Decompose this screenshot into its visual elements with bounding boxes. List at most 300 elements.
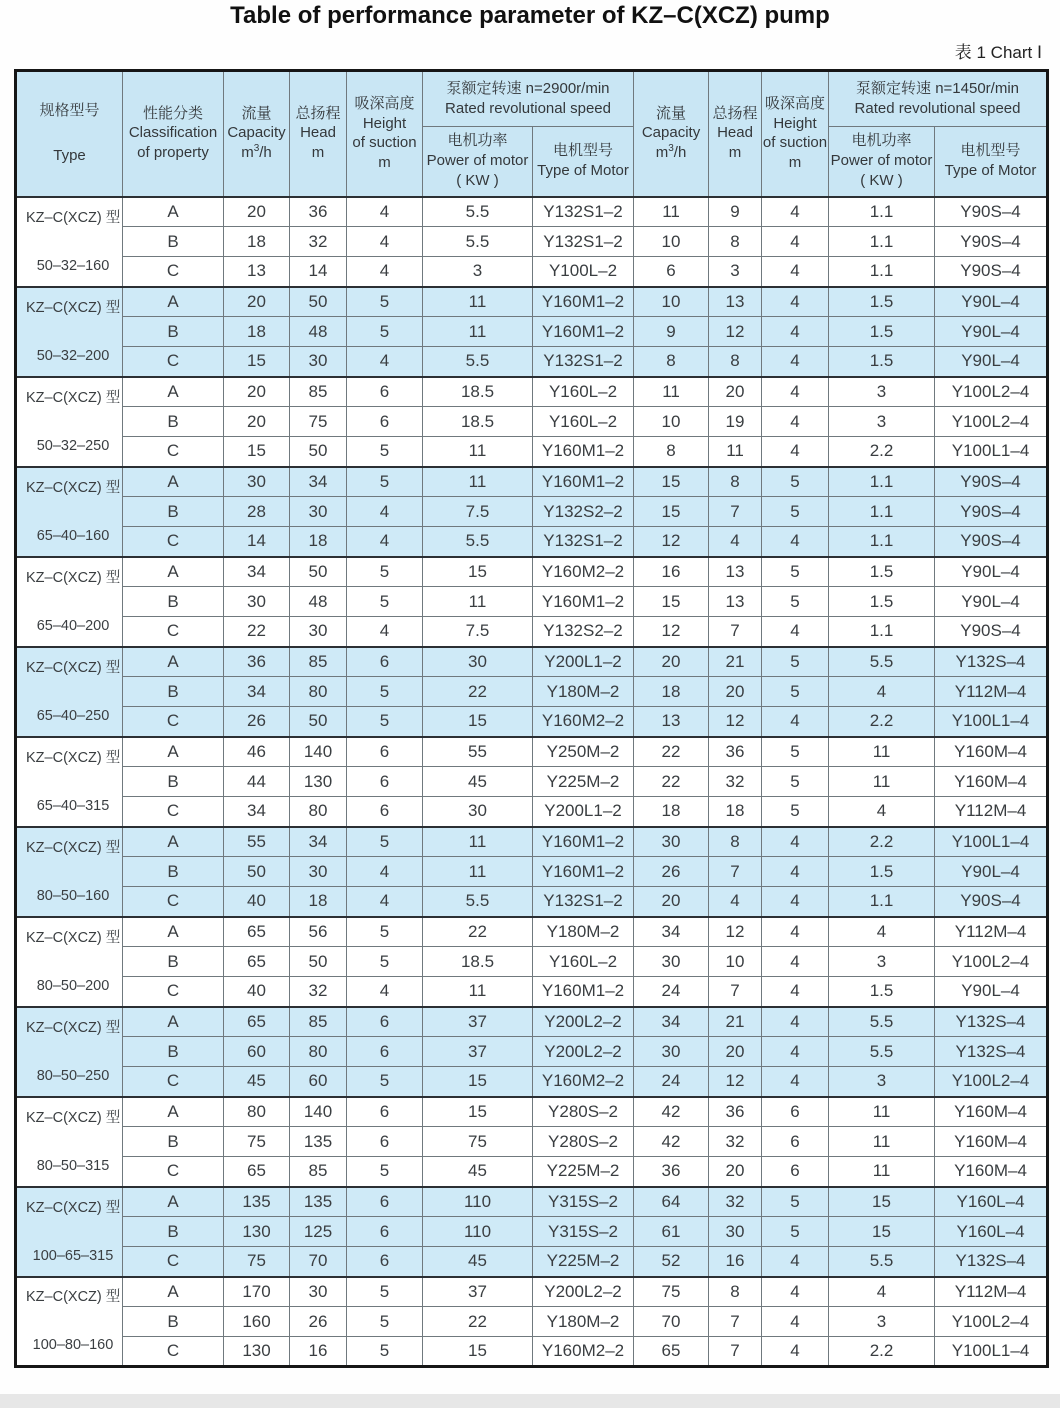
cell-capacity-2900: 18: [224, 317, 290, 347]
cell-head-2900: 125: [290, 1217, 347, 1247]
cell-capacity-2900: 60: [224, 1037, 290, 1067]
cell-suction-1450: 4: [762, 1247, 829, 1277]
cell-suction-2900: 5: [347, 1067, 423, 1097]
power-zh: 电机功率: [447, 132, 508, 150]
cell-motor-1450: Y90L–4: [935, 347, 1048, 377]
pump-model-name: KZ–C(XCZ) 型: [26, 839, 121, 856]
cell-capacity-2900: 130: [224, 1337, 290, 1367]
cell-suction-2900: 5: [347, 1307, 423, 1337]
cell-capacity-2900: 40: [224, 887, 290, 917]
table-row: [16, 977, 1048, 1007]
cell-power-2900: 5.5: [423, 347, 533, 377]
cell-power-2900: 7.5: [423, 617, 533, 647]
cell-head-2900: 30: [290, 857, 347, 887]
cell-capacity-1450: 18: [634, 797, 709, 827]
cell-capacity-1450: 64: [634, 1187, 709, 1217]
cell-suction-2900: 6: [347, 407, 423, 437]
table-row: [16, 677, 1048, 707]
cell-motor-1450: Y132S–4: [935, 1037, 1048, 1067]
table-row: [16, 1337, 1048, 1367]
cell-motor-2900: Y200L1–2: [533, 647, 634, 677]
cell-head-2900: 80: [290, 1037, 347, 1067]
cell-power-1450: 2.2: [829, 707, 935, 737]
cell-motor-2900: Y132S1–2: [533, 227, 634, 257]
cell-motor-2900: Y100L–2: [533, 257, 634, 287]
pump-model-cell: [16, 467, 123, 557]
cell-head-1450: 32: [709, 1127, 762, 1157]
cell-classification: A: [123, 647, 224, 677]
cell-power-2900: 110: [423, 1187, 533, 1217]
cell-power-2900: 15: [423, 557, 533, 587]
cell-capacity-1450: 10: [634, 227, 709, 257]
cell-suction-1450: 5: [762, 1217, 829, 1247]
cell-power-1450: 3: [829, 1307, 935, 1337]
cell-capacity-1450: 70: [634, 1307, 709, 1337]
cell-head-1450: 12: [709, 917, 762, 947]
cell-suction-2900: 6: [347, 1217, 423, 1247]
table-row: [16, 1097, 1048, 1127]
head-zh: 总扬程: [295, 104, 341, 122]
col-header-classification-en1: Classification: [128, 124, 218, 142]
cell-power-2900: 11: [423, 587, 533, 617]
cell-head-2900: 30: [290, 617, 347, 647]
cell-capacity-2900: 65: [224, 917, 290, 947]
cell-motor-2900: Y160M2–2: [533, 707, 634, 737]
cell-power-1450: 2.2: [829, 437, 935, 467]
table-row: [16, 1067, 1048, 1097]
cell-motor-2900: Y200L2–2: [533, 1037, 634, 1067]
cell-suction-1450: 4: [762, 407, 829, 437]
cell-power-2900: 18.5: [423, 377, 533, 407]
head-zh: 总扬程: [712, 104, 758, 122]
cell-suction-2900: 6: [347, 377, 423, 407]
col-header-head-2900: [290, 71, 347, 197]
cell-capacity-1450: 15: [634, 587, 709, 617]
cell-head-2900: 48: [290, 317, 347, 347]
cell-suction-2900: 6: [347, 797, 423, 827]
cell-suction-1450: 5: [762, 737, 829, 767]
cell-head-2900: 30: [290, 1277, 347, 1307]
cell-power-1450: 4: [829, 917, 935, 947]
cell-capacity-2900: 30: [224, 467, 290, 497]
pump-model-cell: [16, 197, 123, 287]
pump-model-name: KZ–C(XCZ) 型: [26, 749, 121, 766]
cell-classification: A: [123, 287, 224, 317]
cell-suction-1450: 4: [762, 827, 829, 857]
cell-power-2900: 30: [423, 797, 533, 827]
cell-suction-1450: 4: [762, 1277, 829, 1307]
cell-power-1450: 1.1: [829, 227, 935, 257]
cell-motor-2900: Y250M–2: [533, 737, 634, 767]
cell-suction-1450: 4: [762, 1067, 829, 1097]
col-header-suction-2900: [347, 71, 423, 197]
table-row: [16, 407, 1048, 437]
cell-capacity-1450: 13: [634, 707, 709, 737]
cell-suction-2900: 5: [347, 947, 423, 977]
cell-power-2900: 11: [423, 467, 533, 497]
cell-suction-2900: 5: [347, 287, 423, 317]
pump-model-name: KZ–C(XCZ) 型: [26, 299, 121, 316]
cell-motor-1450: Y132S–4: [935, 647, 1048, 677]
cell-classification: B: [123, 1307, 224, 1337]
cell-power-2900: 18.5: [423, 947, 533, 977]
pump-model-name: KZ–C(XCZ) 型: [26, 1109, 121, 1126]
cell-power-2900: 22: [423, 1307, 533, 1337]
pump-model-size: 65–40–250: [36, 707, 110, 724]
cell-power-2900: 5.5: [423, 227, 533, 257]
cell-motor-1450: Y100L2–4: [935, 1307, 1048, 1337]
cell-power-2900: 37: [423, 1037, 533, 1067]
cell-suction-2900: 6: [347, 1247, 423, 1277]
table-row: [16, 647, 1048, 677]
cell-power-2900: 5.5: [423, 197, 533, 227]
cell-power-1450: 11: [829, 1097, 935, 1127]
cell-head-1450: 8: [709, 347, 762, 377]
cell-classification: A: [123, 1277, 224, 1307]
cell-classification: B: [123, 407, 224, 437]
cell-capacity-2900: 130: [224, 1217, 290, 1247]
cell-power-1450: 1.5: [829, 287, 935, 317]
col-header-capacity-1450: [634, 71, 709, 197]
cell-motor-1450: Y90L–4: [935, 557, 1048, 587]
cell-capacity-2900: 20: [224, 407, 290, 437]
cell-capacity-2900: 44: [224, 767, 290, 797]
pump-model-size: 50–32–200: [36, 347, 110, 364]
table-row: [16, 737, 1048, 767]
cell-capacity-2900: 34: [224, 797, 290, 827]
cell-power-2900: 15: [423, 1097, 533, 1127]
cell-suction-1450: 4: [762, 1337, 829, 1367]
cell-head-1450: 7: [709, 857, 762, 887]
cell-head-1450: 13: [709, 557, 762, 587]
table-row: [16, 437, 1048, 467]
cell-suction-2900: 6: [347, 1007, 423, 1037]
pump-model-cell: [16, 1007, 123, 1097]
scan-edge: [0, 1394, 1060, 1408]
cell-head-1450: 32: [709, 1187, 762, 1217]
cell-capacity-1450: 24: [634, 977, 709, 1007]
col-header-classification-en2: of property: [137, 144, 209, 162]
suction-en1: Height: [362, 114, 407, 132]
cell-suction-2900: 5: [347, 917, 423, 947]
cell-capacity-1450: 16: [634, 557, 709, 587]
table-row: [16, 1307, 1048, 1337]
cell-motor-1450: Y112M–4: [935, 917, 1048, 947]
cell-head-1450: 7: [709, 617, 762, 647]
cell-power-1450: 3: [829, 377, 935, 407]
cell-head-2900: 34: [290, 467, 347, 497]
pump-model-size: 80–50–250: [36, 1067, 110, 1084]
cell-head-1450: 8: [709, 467, 762, 497]
cell-power-1450: 1.1: [829, 467, 935, 497]
cell-suction-2900: 6: [347, 1097, 423, 1127]
cell-capacity-1450: 26: [634, 857, 709, 887]
cell-capacity-2900: 20: [224, 377, 290, 407]
col-header-motor-1450: [935, 127, 1048, 197]
capacity-unit: $m^3/h$: [655, 143, 687, 162]
table-header: [16, 71, 1048, 197]
cell-motor-1450: Y160M–4: [935, 1097, 1048, 1127]
cell-capacity-2900: 30: [224, 587, 290, 617]
cell-capacity-2900: 18: [224, 227, 290, 257]
cell-motor-1450: Y160M–4: [935, 767, 1048, 797]
cell-head-1450: 20: [709, 377, 762, 407]
cell-suction-1450: 4: [762, 347, 829, 377]
cell-head-1450: 7: [709, 977, 762, 1007]
cell-head-1450: 30: [709, 1217, 762, 1247]
cell-classification: B: [123, 497, 224, 527]
table-row: [16, 587, 1048, 617]
cell-suction-2900: 4: [347, 197, 423, 227]
cell-classification: A: [123, 737, 224, 767]
cell-motor-1450: Y90L–4: [935, 317, 1048, 347]
cell-suction-2900: 5: [347, 437, 423, 467]
cell-power-2900: 37: [423, 1277, 533, 1307]
cell-classification: C: [123, 977, 224, 1007]
cell-capacity-1450: 42: [634, 1097, 709, 1127]
cell-head-2900: 50: [290, 287, 347, 317]
col-header-type-en: Type: [53, 147, 86, 165]
cell-head-1450: 12: [709, 707, 762, 737]
cell-classification: C: [123, 1247, 224, 1277]
cell-suction-2900: 4: [347, 257, 423, 287]
cell-head-2900: 48: [290, 587, 347, 617]
cell-suction-2900: 5: [347, 1157, 423, 1187]
cell-classification: A: [123, 557, 224, 587]
cell-motor-2900: Y160M2–2: [533, 1337, 634, 1367]
capacity-zh: 流量: [241, 104, 272, 122]
cell-motor-2900: Y225M–2: [533, 1157, 634, 1187]
cell-power-2900: 45: [423, 767, 533, 797]
cell-suction-1450: 6: [762, 1157, 829, 1187]
cell-classification: B: [123, 587, 224, 617]
cell-capacity-1450: 10: [634, 407, 709, 437]
col-header-rated-speed-2900: [423, 71, 634, 127]
cell-motor-1450: Y90S–4: [935, 497, 1048, 527]
cell-capacity-2900: 50: [224, 857, 290, 887]
cell-suction-2900: 4: [347, 857, 423, 887]
table-body: [16, 197, 1048, 1367]
cell-motor-1450: Y100L1–4: [935, 1337, 1048, 1367]
cell-classification: A: [123, 467, 224, 497]
cell-suction-2900: 4: [347, 497, 423, 527]
cell-power-2900: 7.5: [423, 497, 533, 527]
cell-head-1450: 7: [709, 1307, 762, 1337]
cell-classification: A: [123, 1007, 224, 1037]
pump-model-cell: [16, 1277, 123, 1367]
cell-power-2900: 5.5: [423, 887, 533, 917]
cell-head-2900: 50: [290, 557, 347, 587]
cell-classification: B: [123, 677, 224, 707]
cell-classification: C: [123, 1067, 224, 1097]
cell-classification: C: [123, 887, 224, 917]
cell-head-1450: 16: [709, 1247, 762, 1277]
cell-suction-2900: 4: [347, 527, 423, 557]
cell-head-2900: 135: [290, 1187, 347, 1217]
cell-suction-1450: 4: [762, 287, 829, 317]
cell-classification: C: [123, 437, 224, 467]
pump-model-name: KZ–C(XCZ) 型: [26, 569, 121, 586]
suction-unit: m: [378, 154, 391, 171]
cell-capacity-2900: 40: [224, 977, 290, 1007]
cell-motor-1450: Y90L–4: [935, 857, 1048, 887]
cell-head-2900: 60: [290, 1067, 347, 1097]
cell-power-2900: 22: [423, 677, 533, 707]
cell-suction-1450: 6: [762, 1127, 829, 1157]
speed-2900-en: Rated revolutional speed: [445, 99, 611, 117]
cell-motor-1450: Y160M–4: [935, 737, 1048, 767]
cell-capacity-1450: 10: [634, 287, 709, 317]
cell-capacity-2900: 170: [224, 1277, 290, 1307]
cell-motor-1450: Y90S–4: [935, 227, 1048, 257]
cell-capacity-2900: 75: [224, 1127, 290, 1157]
cell-power-1450: 11: [829, 1157, 935, 1187]
cell-suction-1450: 4: [762, 1307, 829, 1337]
cell-power-1450: 5.5: [829, 647, 935, 677]
cell-head-1450: 19: [709, 407, 762, 437]
cell-capacity-1450: 9: [634, 317, 709, 347]
cell-motor-2900: Y160L–2: [533, 407, 634, 437]
table-row: [16, 1037, 1048, 1067]
pump-model-size: 65–40–315: [36, 797, 110, 814]
cell-power-2900: 15: [423, 1337, 533, 1367]
cell-head-1450: 8: [709, 227, 762, 257]
cell-capacity-2900: 14: [224, 527, 290, 557]
cell-power-1450: 15: [829, 1187, 935, 1217]
cell-capacity-1450: 12: [634, 527, 709, 557]
table-row: [16, 827, 1048, 857]
power-unit: ( KW ): [860, 171, 903, 189]
cell-power-1450: 5.5: [829, 1037, 935, 1067]
cell-suction-2900: 5: [347, 587, 423, 617]
cell-power-1450: 1.5: [829, 587, 935, 617]
cell-capacity-1450: 30: [634, 947, 709, 977]
cell-motor-2900: Y132S1–2: [533, 347, 634, 377]
cell-capacity-1450: 6: [634, 257, 709, 287]
cell-head-1450: 32: [709, 767, 762, 797]
cell-motor-2900: Y160M1–2: [533, 317, 634, 347]
cell-head-2900: 36: [290, 197, 347, 227]
cell-motor-1450: Y90S–4: [935, 617, 1048, 647]
cell-capacity-2900: 34: [224, 557, 290, 587]
cell-head-1450: 20: [709, 1157, 762, 1187]
capacity-en: Capacity: [227, 124, 286, 142]
table-row: [16, 1247, 1048, 1277]
pump-model-cell: [16, 557, 123, 647]
cell-classification: B: [123, 1127, 224, 1157]
power-unit: ( KW ): [456, 171, 499, 189]
cell-capacity-2900: 28: [224, 497, 290, 527]
motor-en: Type of Motor: [537, 161, 629, 179]
table-row: [16, 527, 1048, 557]
cell-motor-1450: Y90S–4: [935, 257, 1048, 287]
table-row: [16, 287, 1048, 317]
cell-motor-2900: Y280S–2: [533, 1097, 634, 1127]
suction-zh: 吸深高度: [354, 94, 415, 112]
cell-capacity-1450: 61: [634, 1217, 709, 1247]
cell-power-2900: 45: [423, 1157, 533, 1187]
cell-power-1450: 1.5: [829, 317, 935, 347]
cell-power-1450: 3: [829, 947, 935, 977]
table-row: [16, 1277, 1048, 1307]
cell-capacity-1450: 42: [634, 1127, 709, 1157]
col-header-type: [16, 71, 123, 197]
cell-capacity-2900: 15: [224, 347, 290, 377]
cell-motor-2900: Y225M–2: [533, 767, 634, 797]
table-row: [16, 257, 1048, 287]
cell-suction-1450: 4: [762, 257, 829, 287]
cell-head-2900: 18: [290, 887, 347, 917]
cell-classification: C: [123, 707, 224, 737]
cell-capacity-1450: 52: [634, 1247, 709, 1277]
cell-suction-1450: 5: [762, 497, 829, 527]
cell-capacity-2900: 15: [224, 437, 290, 467]
table-row: [16, 887, 1048, 917]
cell-head-2900: 80: [290, 677, 347, 707]
cell-classification: A: [123, 1187, 224, 1217]
col-header-classification-zh: 性能分类: [142, 104, 203, 122]
cell-head-1450: 36: [709, 1097, 762, 1127]
pump-model-size: 80–50–200: [36, 977, 110, 994]
pump-model-cell: [16, 737, 123, 827]
cell-capacity-2900: 135: [224, 1187, 290, 1217]
cell-capacity-2900: 34: [224, 677, 290, 707]
table-row: [16, 1187, 1048, 1217]
cell-motor-1450: Y132S–4: [935, 1247, 1048, 1277]
suction-en2: of suction: [352, 134, 417, 152]
power-en: Power of motor: [830, 151, 933, 169]
cell-suction-2900: 4: [347, 617, 423, 647]
cell-capacity-2900: 45: [224, 1067, 290, 1097]
cell-classification: C: [123, 527, 224, 557]
cell-capacity-1450: 20: [634, 887, 709, 917]
cell-head-2900: 80: [290, 797, 347, 827]
cell-motor-1450: Y90S–4: [935, 467, 1048, 497]
pump-model-size: 50–32–250: [36, 437, 110, 454]
col-header-motor-2900: [533, 127, 634, 197]
cell-capacity-2900: 55: [224, 827, 290, 857]
cell-capacity-1450: 22: [634, 767, 709, 797]
cell-head-2900: 85: [290, 1157, 347, 1187]
page-title: Table of performance parameter of KZ–C(XCZ) pump: [230, 2, 830, 29]
cell-suction-1450: 4: [762, 437, 829, 467]
cell-power-1450: 1.5: [829, 557, 935, 587]
cell-power-1450: 15: [829, 1217, 935, 1247]
cell-power-1450: 4: [829, 677, 935, 707]
performance-table: [14, 69, 1049, 1368]
col-header-head-1450: [709, 71, 762, 197]
cell-suction-1450: 5: [762, 647, 829, 677]
cell-suction-2900: 6: [347, 767, 423, 797]
table-row: [16, 1217, 1048, 1247]
cell-capacity-2900: 26: [224, 707, 290, 737]
cell-head-2900: 70: [290, 1247, 347, 1277]
pump-model-size: 65–40–160: [36, 527, 110, 544]
col-header-power-1450: [829, 127, 935, 197]
cell-motor-1450: Y90S–4: [935, 197, 1048, 227]
table-row: [16, 1157, 1048, 1187]
table-row: [16, 1127, 1048, 1157]
cell-classification: C: [123, 1337, 224, 1367]
cell-capacity-1450: 34: [634, 1007, 709, 1037]
cell-classification: B: [123, 1037, 224, 1067]
cell-head-2900: 50: [290, 947, 347, 977]
cell-suction-1450: 4: [762, 707, 829, 737]
cell-head-1450: 9: [709, 197, 762, 227]
pump-model-cell: [16, 287, 123, 377]
pump-model-name: KZ–C(XCZ) 型: [26, 1289, 121, 1306]
cell-power-2900: 55: [423, 737, 533, 767]
